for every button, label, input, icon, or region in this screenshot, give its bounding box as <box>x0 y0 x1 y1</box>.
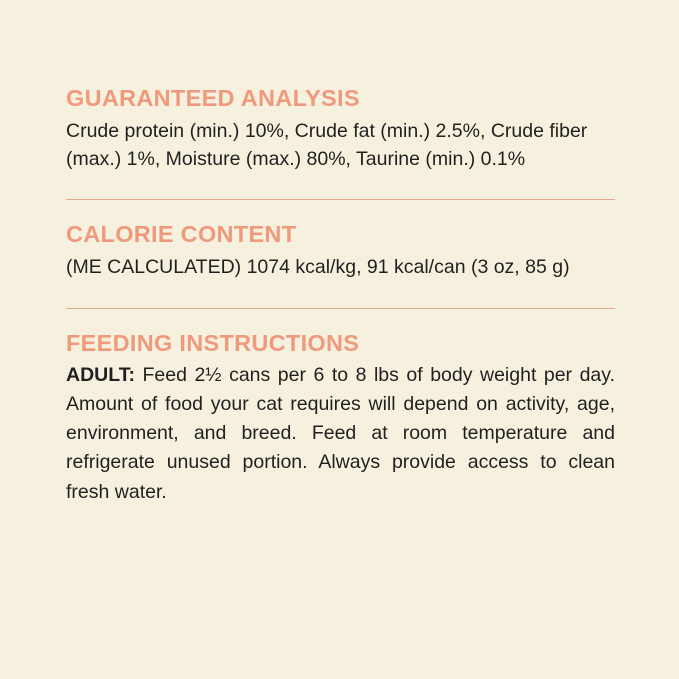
divider-2 <box>66 308 615 309</box>
divider-1 <box>66 199 615 200</box>
guaranteed-analysis-body: Crude protein (min.) 10%, Crude fat (min.) 2.5%, Crude fiber (max.) 1%, Moisture (max.) 80%, Taurine (min.) 0.1% <box>66 119 588 170</box>
guaranteed-analysis-heading: GUARANTEED ANALYSIS <box>66 85 360 111</box>
calorie-content-heading: CALORIE CONTENT <box>66 221 297 248</box>
feeding-instructions-lead: ADULT: <box>66 363 135 386</box>
calorie-content-body: (ME CALCULATED) 1074 kcal/kg, 91 kcal/can (3 oz, 85 g) <box>66 256 570 279</box>
section-guaranteed-analysis <box>66 86 615 173</box>
section-calorie-content <box>66 222 615 282</box>
feeding-instructions-text: Feed 2½ cans per 6 to 8 lbs of body weight per day. Amount of food your cat requires will depend on activity, age, environment, and breed. Feed at room temperature and refrigerate unused portion. Always provide access to clean fresh water. <box>66 363 615 503</box>
section-feeding-instructions <box>66 331 615 507</box>
feeding-instructions-body <box>66 361 615 507</box>
feeding-instructions-heading: FEEDING INSTRUCTIONS <box>66 329 360 356</box>
